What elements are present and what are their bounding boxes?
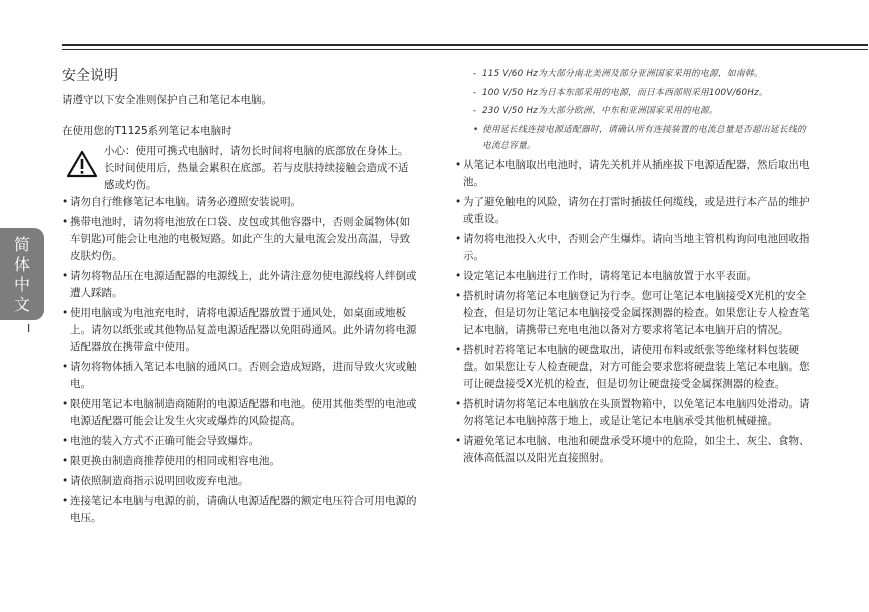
left-bullet-list — [62, 194, 418, 527]
note-item — [473, 122, 812, 155]
list-item: • 设定笔记本电脑进行工作时，请将笔记本电脑放置于水平表面。 — [455, 268, 812, 285]
header-rule-thin — [62, 49, 868, 50]
list-item: • 连接笔记本电脑与电源的前，请确认电源适配器的额定电压符合可用电源的电压。 — [62, 493, 418, 527]
note-marker: - — [473, 69, 477, 79]
page-number: I — [27, 322, 31, 335]
language-tab — [0, 228, 44, 320]
header-rule-thick — [62, 44, 868, 46]
note-text: 230 V/50 Hz为大部分欧洲、中东和亚洲国家采用的电源。 — [482, 106, 718, 116]
list-item: • 请勿将物体插入笔记本电脑的通风口。否则会造成短路，进而导致火灾或触电。 — [62, 359, 418, 393]
right-bullet-list — [455, 157, 812, 467]
list-item: • 搭机时请勿将笔记本电脑放在头顶置物箱中，以免笔记本电脑四处滑动。请勿将笔记本电脑掉落于地上，或是让笔记本电脑承受其他机械碰撞。 — [455, 396, 812, 430]
list-item: • 限更换由制造商推荐使用的相同或相容电池。 — [62, 453, 418, 470]
usage-heading: 在使用您的T1125系列笔记本电脑时 — [62, 125, 232, 137]
note-marker: • — [473, 124, 479, 135]
warning-triangle-icon — [66, 150, 98, 184]
list-item: • 搭机时若将笔记本电脑的硬盘取出，请使用布料或纸张等绝缘材料包装硬盘。如果您让专人检查硬盘，对方可能会要求您将硬盘装上笔记本电脑。您可让硬盘接受X光机的检查，但是切勿让硬盘接受金属探测器的检查。 — [455, 342, 812, 393]
list-item: • 为了避免触电的风险，请勿在打雷时插拔任何缆线，或是进行本产品的维护或重设。 — [455, 194, 812, 228]
note-marker: - — [473, 106, 477, 116]
list-item: • 请依照制造商指示说明回收废弃电池。 — [62, 473, 418, 490]
left-column — [62, 66, 418, 530]
list-item: • 从笔记本电脑取出电池时，请先关机并从插座拔下电源适配器，然后取出电池。 — [455, 157, 812, 191]
language-tab-char: 中 — [13, 275, 30, 294]
note-marker: - — [473, 87, 477, 98]
intro-text: 请遵守以下安全准则保护自己和笔记本电脑。 — [62, 94, 272, 106]
right-column — [455, 66, 812, 470]
language-tab-char: 文 — [13, 295, 30, 314]
caution-text: 小心：使用可携式电脑时，请勿长时间将电脑的底部放在身体上。长时间使用后，热量会累积在底部。若与皮肤持续接触会造成不适感或灼伤。 — [104, 145, 409, 191]
section-title: 安全说明 — [62, 68, 118, 84]
note-text: 使用延长线连接电源适配器时，请确认所有连接装置的电流总量是否超出延长线的电流总容量。 — [482, 124, 806, 151]
note-text: 100 V/50 Hz为日本东部采用的电源，而日本西部则采用100V/60Hz。 — [482, 87, 768, 98]
note-item — [473, 85, 812, 102]
list-item: • 携带电池时，请勿将电池放在口袋、皮包或其他容器中，否则金属物体(如车钥匙)可能会让电池的电极短路。如此产生的大量电流会发出高温，导致皮肤灼伤。 — [62, 214, 418, 265]
list-item: • 搭机时请勿将笔记本电脑登记为行李。您可让笔记本电脑接受X光机的安全检查，但是切勿让笔记本电脑接受金属探测器的检查。如果您让专人检查笔记本电脑，请携带已充电电池以备对方要求将笔记本电脑开启的情况。 — [455, 288, 812, 339]
note-text: 115 V/60 Hz为大部分南北美洲及部分亚洲国家采用的电源，如南韩。 — [482, 69, 763, 79]
caution-block — [62, 143, 418, 194]
note-item — [473, 66, 812, 83]
list-item: • 使用电脑或为电池充电时，请将电源适配器放置于通风处，如桌面或地板上。请勿以纸张或其他物品复盖电源适配器以免阻碍通风。此外请勿将电源适配器放在携带盒中使用。 — [62, 305, 418, 356]
list-item: • 请勿将电池投入火中，否则会产生爆炸。请向当地主管机构询问电池回收指示。 — [455, 231, 812, 265]
language-tab-char: 简 — [13, 235, 30, 254]
list-item: • 请勿自行维修笔记本电脑。请务必遵照安装说明。 — [62, 194, 418, 211]
list-item: • 请勿将物品压在电源适配器的电源线上，此外请注意勿使电源线将人绊倒或遭人踩踏。 — [62, 268, 418, 302]
list-item: • 请避免笔记本电脑、电池和硬盘承受环境中的危险，如尘土、灰尘、食物、液体高低温以及阳光直接照射。 — [455, 433, 812, 467]
language-tab-char: 体 — [13, 255, 30, 274]
voltage-notes — [473, 66, 812, 155]
list-item: • 限使用笔记本电脑制造商随附的电源适配器和电池。使用其他类型的电池或电源适配器可能会让发生火灾或爆炸的风险提高。 — [62, 396, 418, 430]
note-item — [473, 103, 812, 120]
list-item: • 电池的装入方式不正确可能会导致爆炸。 — [62, 433, 418, 450]
